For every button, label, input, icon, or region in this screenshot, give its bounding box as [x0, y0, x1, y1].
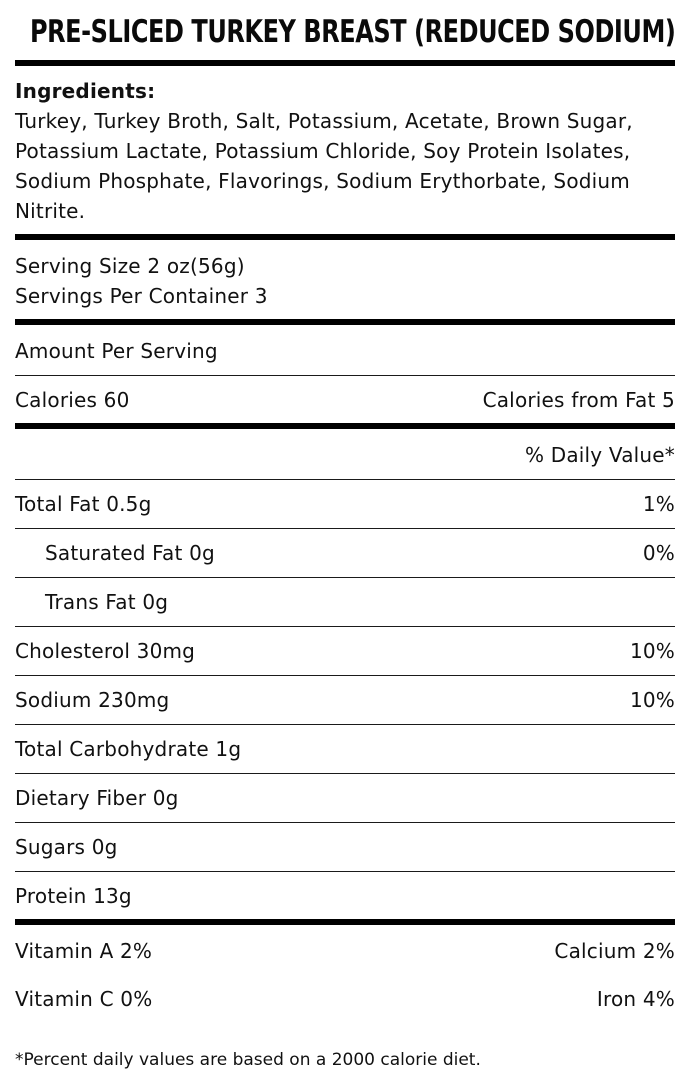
- footnote: *Percent daily values are based on a 2000 calorie diet.: [15, 1050, 481, 1070]
- divider-thick: [15, 234, 675, 240]
- divider-thin: [15, 724, 675, 725]
- amount-per-serving: Amount Per Serving: [15, 339, 218, 363]
- divider-thin: [15, 375, 675, 376]
- divider-thin: [15, 675, 675, 676]
- nutrient-dv: 10%: [629, 688, 675, 712]
- nutrient-label: Sugars 0g: [15, 835, 118, 859]
- nutrient-label: Saturated Fat 0g: [45, 541, 215, 565]
- nutrient-label: Protein 13g: [15, 884, 132, 908]
- divider-thin: [15, 626, 675, 627]
- calcium: Calcium 2%: [554, 939, 675, 963]
- nutrient-label: Total Fat 0.5g: [15, 492, 152, 516]
- divider-thin: [15, 773, 675, 774]
- vitamin-a: Vitamin A 2%: [15, 939, 153, 963]
- divider-thin: [15, 479, 675, 480]
- divider-thick: [15, 423, 675, 429]
- calories-from-fat: Calories from Fat 5: [482, 388, 675, 412]
- nutrient-label: Cholesterol 30mg: [15, 639, 196, 663]
- ingredients-list: Turkey, Turkey Broth, Salt, Potassium, Acetate, Brown Sugar, Potassium Lactate, Potassium Chloride, Soy Protein Isolates, Sodium Phosphate, Flavorings, Sodium Erythorbate, Sodium Nitrite.: [15, 109, 633, 223]
- nutrient-label: Sodium 230mg: [15, 688, 170, 712]
- nutrient-label: Dietary Fiber 0g: [15, 786, 179, 810]
- calories: Calories 60: [15, 388, 130, 412]
- daily-value-header: % Daily Value*: [524, 443, 675, 467]
- servings-per-container: Servings Per Container 3: [15, 284, 268, 308]
- vitamin-c: Vitamin C 0%: [15, 987, 153, 1011]
- serving-size: Serving Size 2 oz(56g): [15, 254, 245, 278]
- divider-thin: [15, 822, 675, 823]
- divider-thin: [15, 577, 675, 578]
- divider-thick: [15, 319, 675, 325]
- nutrient-dv: 0%: [642, 541, 675, 565]
- divider-thick: [15, 919, 675, 925]
- product-title: PRE-SLICED TURKEY BREAST (REDUCED SODIUM): [30, 14, 676, 50]
- divider-thick: [15, 60, 675, 66]
- nutrient-dv: 1%: [642, 492, 675, 516]
- nutrient-label: Total Carbohydrate 1g: [15, 737, 242, 761]
- divider-thin: [15, 528, 675, 529]
- iron: Iron 4%: [596, 987, 675, 1011]
- nutrient-dv: 10%: [629, 639, 675, 663]
- nutrient-label: Trans Fat 0g: [45, 590, 169, 614]
- ingredients-heading: Ingredients:: [15, 79, 156, 103]
- divider-thin: [15, 871, 675, 872]
